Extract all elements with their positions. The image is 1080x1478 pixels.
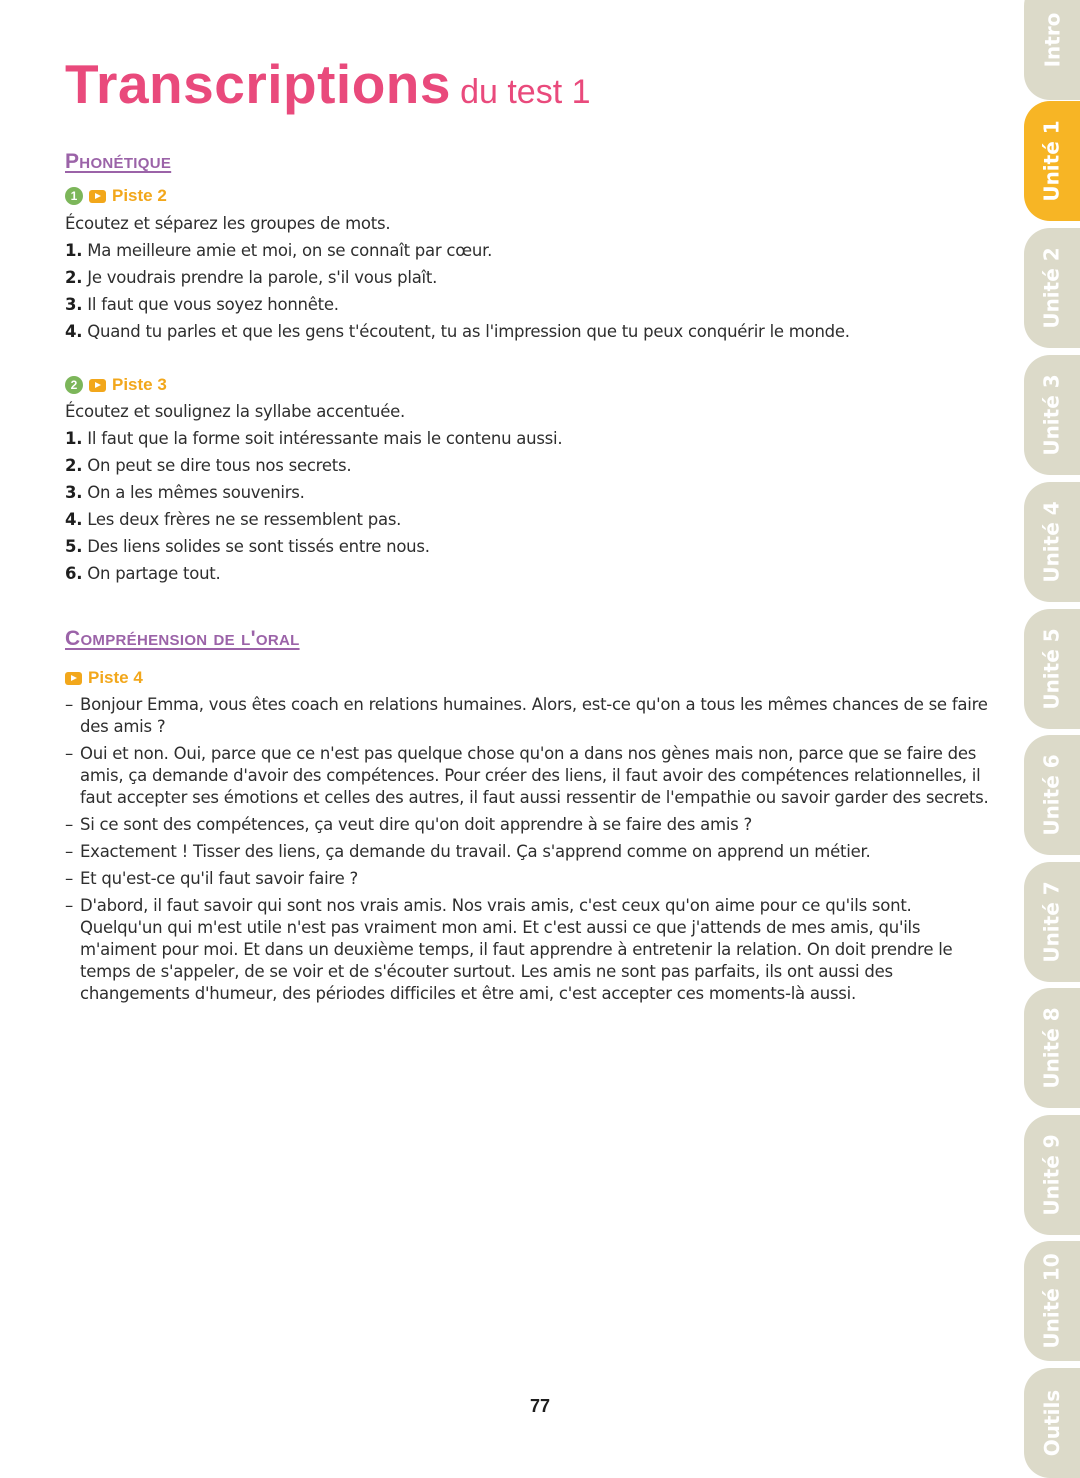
page-number: 77: [529, 1396, 551, 1416]
list-item: [65, 506, 401, 533]
dialog-turn: – Exactement ! Tisser des liens, ça demande du travail. Ça s'apprend comme on apprend un métier.: [65, 841, 995, 863]
item-number: 6.: [65, 564, 83, 583]
tab-unite-6[interactable]: [1024, 735, 1080, 855]
list-item: [65, 237, 492, 264]
audio-play-icon[interactable]: [65, 672, 82, 685]
comprehension-track: [65, 668, 143, 688]
item-number: 1.: [65, 429, 83, 448]
list-item: [65, 533, 430, 560]
dialog-turn: – Bonjour Emma, vous êtes coach en relations humaines. Alors, est-ce qu'on a tous les mêmes chances de se faire des amis ?: [65, 694, 995, 738]
tab-unite-3[interactable]: [1024, 355, 1080, 475]
tab-unite-4[interactable]: [1024, 482, 1080, 602]
tab-label: Unité 9: [1040, 1134, 1064, 1216]
dialog-turn: – Oui et non. Oui, parce que ce n'est pas quelque chose qu'on a dans nos gènes mais non, parce que se faire des amis, ça demande d'avoir des compétences. Pour créer des liens, il faut avoir des compétences relationnelles, il faut accepter ses émotions et celles des autres, il faut aussi ressentir de l'empathie ou savoir garder des secrets.: [65, 743, 995, 809]
item-text: On a les mêmes souvenirs.: [87, 483, 305, 502]
exercise-1-track: [65, 186, 167, 206]
item-number: 2.: [65, 268, 83, 287]
track-label: Piste 2: [112, 186, 167, 205]
tab-unite-2[interactable]: [1024, 228, 1080, 348]
page-title: [65, 52, 591, 116]
tab-label: Unité 8: [1040, 1007, 1064, 1089]
dialog-transcript: [65, 694, 995, 1010]
item-text: On peut se dire tous nos secrets.: [87, 456, 352, 475]
list-item: [65, 452, 351, 479]
tab-outils[interactable]: [1024, 1368, 1080, 1478]
tab-label: Unité 4: [1040, 501, 1064, 583]
list-item: [65, 560, 221, 587]
exercise-2-track: [65, 375, 167, 395]
tab-unite-9[interactable]: [1024, 1115, 1080, 1235]
item-number: 5.: [65, 537, 83, 556]
item-number: 4.: [65, 510, 83, 529]
list-item: [65, 264, 437, 291]
tab-unite-10[interactable]: [1024, 1241, 1080, 1361]
track-label: Piste 4: [88, 668, 143, 687]
dialog-turn: – Si ce sont des compétences, ça veut dire qu'on doit apprendre à se faire des amis ?: [65, 814, 995, 836]
list-item: [65, 318, 850, 345]
tab-unite-8[interactable]: [1024, 988, 1080, 1108]
title-main: Transcriptions: [65, 53, 451, 115]
unit-tabs: [1022, 0, 1080, 1465]
dialog-turn: – Et qu'est-ce qu'il faut savoir faire ?: [65, 868, 995, 890]
list-item: [65, 479, 305, 506]
tab-unite-5[interactable]: [1024, 609, 1080, 729]
tab-label: Unité 10: [1040, 1253, 1065, 1349]
title-sub: du test 1: [460, 73, 591, 111]
tab-unite-1[interactable]: [1024, 101, 1080, 221]
track-label: Piste 3: [112, 375, 167, 394]
tab-intro[interactable]: [1024, 0, 1080, 100]
tab-label: Unité 2: [1040, 247, 1064, 329]
item-number: 3.: [65, 483, 83, 502]
tab-label: Unité 5: [1040, 628, 1064, 710]
list-item: [65, 425, 562, 452]
item-number: 1.: [65, 241, 83, 260]
item-number: 4.: [65, 322, 83, 341]
item-text: Je voudrais prendre la parole, s'il vous plaît.: [87, 268, 438, 287]
list-item: [65, 291, 339, 318]
tab-label: Unité 3: [1040, 374, 1064, 456]
item-text: Il faut que vous soyez honnête.: [87, 295, 339, 314]
item-text: Des liens solides se sont tissés entre nous.: [87, 537, 430, 556]
exercise-instruction: Écoutez et séparez les groupes de mots.: [65, 214, 391, 233]
tab-label: Unité 7: [1040, 881, 1064, 963]
tab-label: Unité 6: [1040, 754, 1064, 836]
audio-play-icon[interactable]: [89, 379, 106, 392]
tab-label: Unité 1: [1040, 120, 1064, 202]
exercise-number-badge: 2: [65, 376, 83, 394]
item-number: 3.: [65, 295, 83, 314]
tab-label: Intro: [1040, 12, 1064, 68]
dialog-turn: – D'abord, il faut savoir qui sont nos vrais amis. Nos vrais amis, c'est ceux qu'on aime pour ce qu'ils sont. Quelqu'un qui m'est utile n'est pas vraiment mon ami. Et c'est aussi ce que j'attends de mes amis, qu'ils m'aiment pour moi. Et dans un deuxième temps, il faut apprendre à entretenir la relation. On doit prendre le temps de s'appeler, de se voir et de s'écouter surtout. Les amis ne sont pas parfaits, ils ont aussi des changements d'humeur, des périodes difficiles et être ami, c'est accepter ces moments-là aussi.: [65, 895, 995, 1005]
section-heading-comprehension: Compréhension de l'oral: [65, 627, 300, 650]
item-text: Ma meilleure amie et moi, on se connaît par cœur.: [87, 241, 493, 260]
item-number: 2.: [65, 456, 83, 475]
item-text: Il faut que la forme soit intéressante mais le contenu aussi.: [87, 429, 563, 448]
item-text: On partage tout.: [87, 564, 221, 583]
tab-label: Outils: [1040, 1389, 1065, 1457]
exercise-number-badge: 1: [65, 187, 83, 205]
section-heading-phonetique: Phonétique: [65, 150, 172, 173]
item-text: Quand tu parles et que les gens t'écoutent, tu as l'impression que tu peux conquérir le monde.: [87, 322, 850, 341]
exercise-instruction: Écoutez et soulignez la syllabe accentuée.: [65, 402, 406, 421]
item-text: Les deux frères ne se ressemblent pas.: [87, 510, 402, 529]
audio-play-icon[interactable]: [89, 190, 106, 203]
tab-unite-7[interactable]: [1024, 862, 1080, 982]
